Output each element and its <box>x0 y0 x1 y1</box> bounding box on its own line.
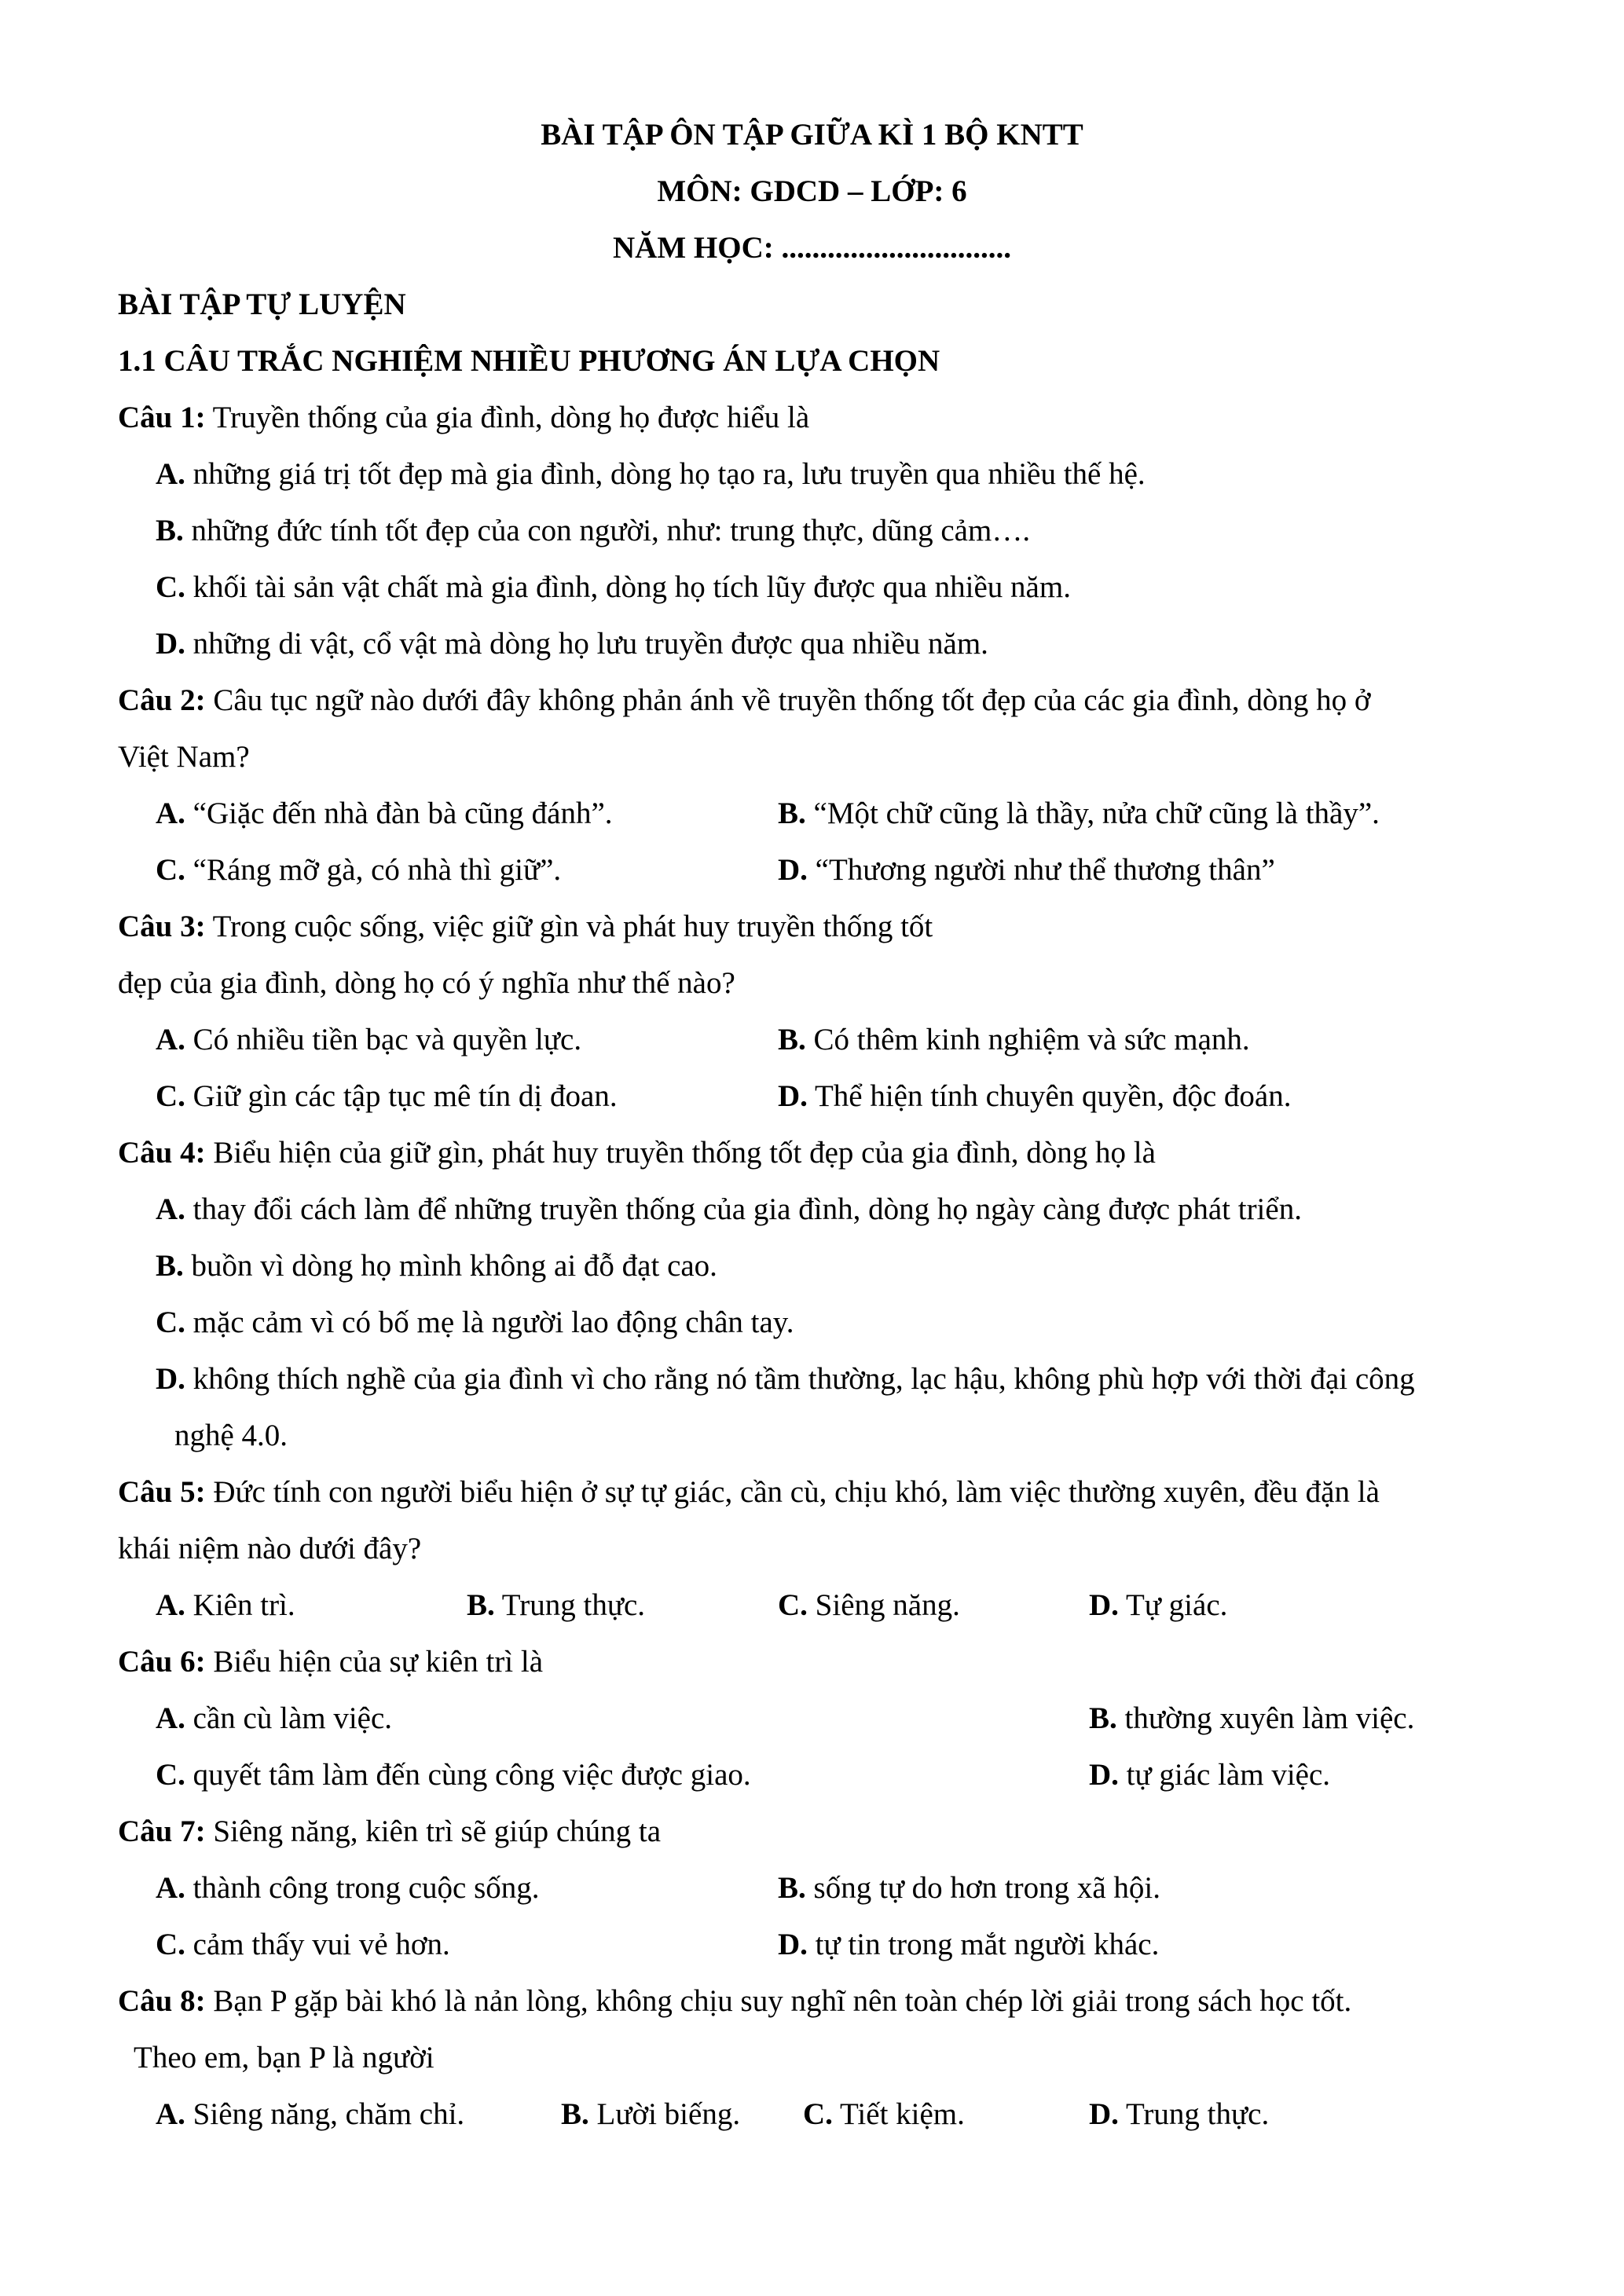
option-text: “Thương người như thể thương thân” <box>807 853 1275 887</box>
q3-option-a <box>156 1019 581 1061</box>
q4-option-d-continued: nghệ 4.0. <box>174 1419 288 1452</box>
option-label: A. <box>156 1701 185 1735</box>
question-text: Biểu hiện của sự kiên trì là <box>205 1645 544 1679</box>
q3-option-c <box>156 1075 618 1118</box>
option-text: Siêng năng. <box>807 1588 960 1622</box>
question-4 <box>118 1132 1156 1174</box>
q4-option-c <box>156 1302 794 1344</box>
school-year: NĂM HỌC: .............................. <box>613 231 1011 265</box>
question-text: Biểu hiện của giữ gìn, phát huy truyền thống tốt đẹp của gia đình, dòng họ là <box>205 1136 1156 1170</box>
section-heading: BÀI TẬP TỰ LUYỆN <box>118 287 406 321</box>
option-text: Tự giác. <box>1118 1588 1228 1622</box>
option-label: D. <box>156 1362 185 1396</box>
q1-option-c <box>156 566 1071 609</box>
q2-option-b <box>778 793 1380 835</box>
question-label: Câu 1: <box>118 401 206 434</box>
q1-option-d <box>156 623 988 665</box>
question-label: Câu 7: <box>118 1814 206 1848</box>
option-text: quyết tâm làm đến cùng công việc được giao. <box>185 1758 751 1792</box>
question-text: Trong cuộc sống, việc giữ gìn và phát huy truyền thống tốt <box>205 910 933 943</box>
q6-option-a <box>156 1697 392 1740</box>
option-label: C. <box>156 1758 185 1792</box>
question-5-continued: khái niệm nào dưới đây? <box>118 1532 422 1565</box>
q7-option-c <box>156 1924 450 1966</box>
option-label: B. <box>156 1249 184 1283</box>
option-text: Có nhiều tiền bạc và quyền lực. <box>185 1023 582 1056</box>
q8-option-a <box>156 2093 464 2136</box>
question-text: Siêng năng, kiên trì sẽ giúp chúng ta <box>205 1814 662 1848</box>
q3-option-d <box>778 1075 1291 1118</box>
option-label: B. <box>156 514 184 547</box>
option-label: A. <box>156 1871 185 1905</box>
question-6 <box>118 1641 543 1683</box>
option-text: “Ráng mỡ gà, có nhà thì giữ”. <box>185 853 562 887</box>
question-label: Câu 6: <box>118 1645 206 1679</box>
option-text: khối tài sản vật chất mà gia đình, dòng họ tích lũy được qua nhiều năm. <box>185 570 1071 604</box>
option-label: C. <box>156 570 185 604</box>
option-text: sống tự do hơn trong xã hội. <box>805 1871 1161 1905</box>
question-label: Câu 5: <box>118 1475 206 1509</box>
option-text: những di vật, cổ vật mà dòng họ lưu truyền được qua nhiều năm. <box>185 627 988 661</box>
option-text: Lười biếng. <box>588 2097 741 2131</box>
question-text: Câu tục ngữ nào dưới đây không phản ánh về truyền thống tốt đẹp của các gia đình, dòng họ ở <box>205 683 1371 717</box>
q4-option-b <box>156 1245 717 1287</box>
option-text: Thể hiện tính chuyên quyền, độc đoán. <box>807 1079 1292 1113</box>
option-label: C. <box>156 1305 185 1339</box>
q7-option-d <box>778 1924 1159 1966</box>
question-3-continued: đẹp của gia đình, dòng họ có ý nghĩa như thế nào? <box>118 966 735 1000</box>
option-label: A. <box>156 1023 185 1056</box>
q3-option-b <box>778 1019 1250 1061</box>
q5-option-d <box>1089 1584 1227 1627</box>
option-label: C. <box>156 1079 185 1113</box>
option-label: B. <box>467 1588 495 1622</box>
option-text: buồn vì dòng họ mình không ai đỗ đạt cao. <box>183 1249 717 1283</box>
option-text: cảm thấy vui vẻ hơn. <box>185 1928 450 1961</box>
option-label: D. <box>1089 1588 1119 1622</box>
q4-option-a <box>156 1188 1302 1231</box>
option-label: D. <box>156 627 185 661</box>
question-3 <box>118 906 933 948</box>
option-text: những giá trị tốt đẹp mà gia đình, dòng họ tạo ra, lưu truyền qua nhiều thế hệ. <box>185 457 1146 491</box>
question-8-continued: Theo em, bạn P là người <box>134 2041 434 2074</box>
q2-option-a <box>156 793 613 835</box>
option-text: Trung thực. <box>1118 2097 1270 2131</box>
q6-option-d <box>1089 1754 1330 1796</box>
question-label: Câu 3: <box>118 910 206 943</box>
option-label: A. <box>156 1192 185 1226</box>
question-2-continued: Việt Nam? <box>118 740 250 774</box>
option-text: Kiên trì. <box>185 1588 295 1622</box>
option-text: Trung thực. <box>494 1588 646 1622</box>
question-text: Đức tính con người biểu hiện ở sự tự giác, cần cù, chịu khó, làm việc thường xuyên, đều đặn là <box>205 1475 1380 1509</box>
question-text: Bạn P gặp bài khó là nản lòng, không chịu suy nghĩ nên toàn chép lời giải trong sách học tốt. <box>205 1984 1352 2018</box>
option-label: A. <box>156 1588 185 1622</box>
q4-option-d <box>156 1358 1415 1401</box>
question-5 <box>118 1471 1380 1514</box>
subsection-heading: 1.1 CÂU TRẮC NGHIỆM NHIỀU PHƯƠNG ÁN LỰA CHỌN <box>118 344 940 378</box>
q6-option-b <box>1089 1697 1414 1740</box>
option-label: D. <box>778 1079 808 1113</box>
q2-option-d <box>778 849 1275 892</box>
option-text: những đức tính tốt đẹp của con người, như: trung thực, dũng cảm…. <box>183 514 1031 547</box>
option-label: B. <box>1089 1701 1117 1735</box>
option-text: không thích nghề của gia đình vì cho rằng nó tầm thường, lạc hậu, không phù hợp với thời đại công <box>185 1362 1415 1396</box>
q6-option-c <box>156 1754 751 1796</box>
question-1 <box>118 397 809 439</box>
q8-option-b <box>561 2093 740 2136</box>
q1-option-a <box>156 453 1146 496</box>
q5-option-b <box>467 1584 645 1627</box>
option-label: C. <box>156 853 185 887</box>
option-text: cần cù làm việc. <box>185 1701 393 1735</box>
option-text: Có thêm kinh nghiệm và sức mạnh. <box>805 1023 1250 1056</box>
question-7 <box>118 1811 661 1853</box>
option-label: D. <box>1089 2097 1119 2131</box>
question-label: Câu 2: <box>118 683 206 717</box>
option-text: “Giặc đến nhà đàn bà cũng đánh”. <box>185 796 613 830</box>
q1-option-b <box>156 510 1030 552</box>
document-subject: MÔN: GDCD – LỚP: 6 <box>657 174 967 208</box>
option-label: D. <box>778 853 808 887</box>
document-title: BÀI TẬP ÔN TẬP GIỮA KÌ 1 BỘ KNTT <box>541 118 1083 152</box>
question-label: Câu 4: <box>118 1136 206 1170</box>
option-label: A. <box>156 796 185 830</box>
q7-option-a <box>156 1867 540 1910</box>
q5-option-c <box>778 1584 960 1627</box>
option-label: B. <box>561 2097 589 2131</box>
q8-option-d <box>1089 2093 1269 2136</box>
option-label: A. <box>156 457 185 491</box>
option-label: C. <box>156 1928 185 1961</box>
option-text: Giữ gìn các tập tục mê tín dị đoan. <box>185 1079 618 1113</box>
question-text: Truyền thống của gia đình, dòng họ được hiểu là <box>205 401 810 434</box>
option-label: C. <box>803 2097 833 2131</box>
option-label: B. <box>778 1871 806 1905</box>
option-label: C. <box>778 1588 808 1622</box>
option-text: thay đổi cách làm để những truyền thống của gia đình, dòng họ ngày càng được phát triển. <box>185 1192 1302 1226</box>
question-8 <box>118 1980 1351 2023</box>
option-text: thành công trong cuộc sống. <box>185 1871 540 1905</box>
q8-option-c <box>803 2093 965 2136</box>
option-text: Tiết kiệm. <box>832 2097 965 2131</box>
q2-option-c <box>156 849 561 892</box>
option-label: B. <box>778 796 806 830</box>
option-text: thường xuyên làm việc. <box>1116 1701 1415 1735</box>
option-text: “Một chữ cũng là thầy, nửa chữ cũng là thầy”. <box>805 796 1380 830</box>
option-label: B. <box>778 1023 806 1056</box>
q7-option-b <box>778 1867 1160 1910</box>
option-label: A. <box>156 2097 185 2131</box>
option-label: D. <box>778 1928 808 1961</box>
option-text: tự giác làm việc. <box>1118 1758 1331 1792</box>
option-text: tự tin trong mắt người khác. <box>807 1928 1160 1961</box>
option-label: D. <box>1089 1758 1119 1792</box>
option-text: mặc cảm vì có bố mẹ là người lao động chân tay. <box>185 1305 794 1339</box>
q5-option-a <box>156 1584 295 1627</box>
option-text: Siêng năng, chăm chỉ. <box>185 2097 465 2131</box>
question-2 <box>118 679 1370 722</box>
question-label: Câu 8: <box>118 1984 206 2018</box>
